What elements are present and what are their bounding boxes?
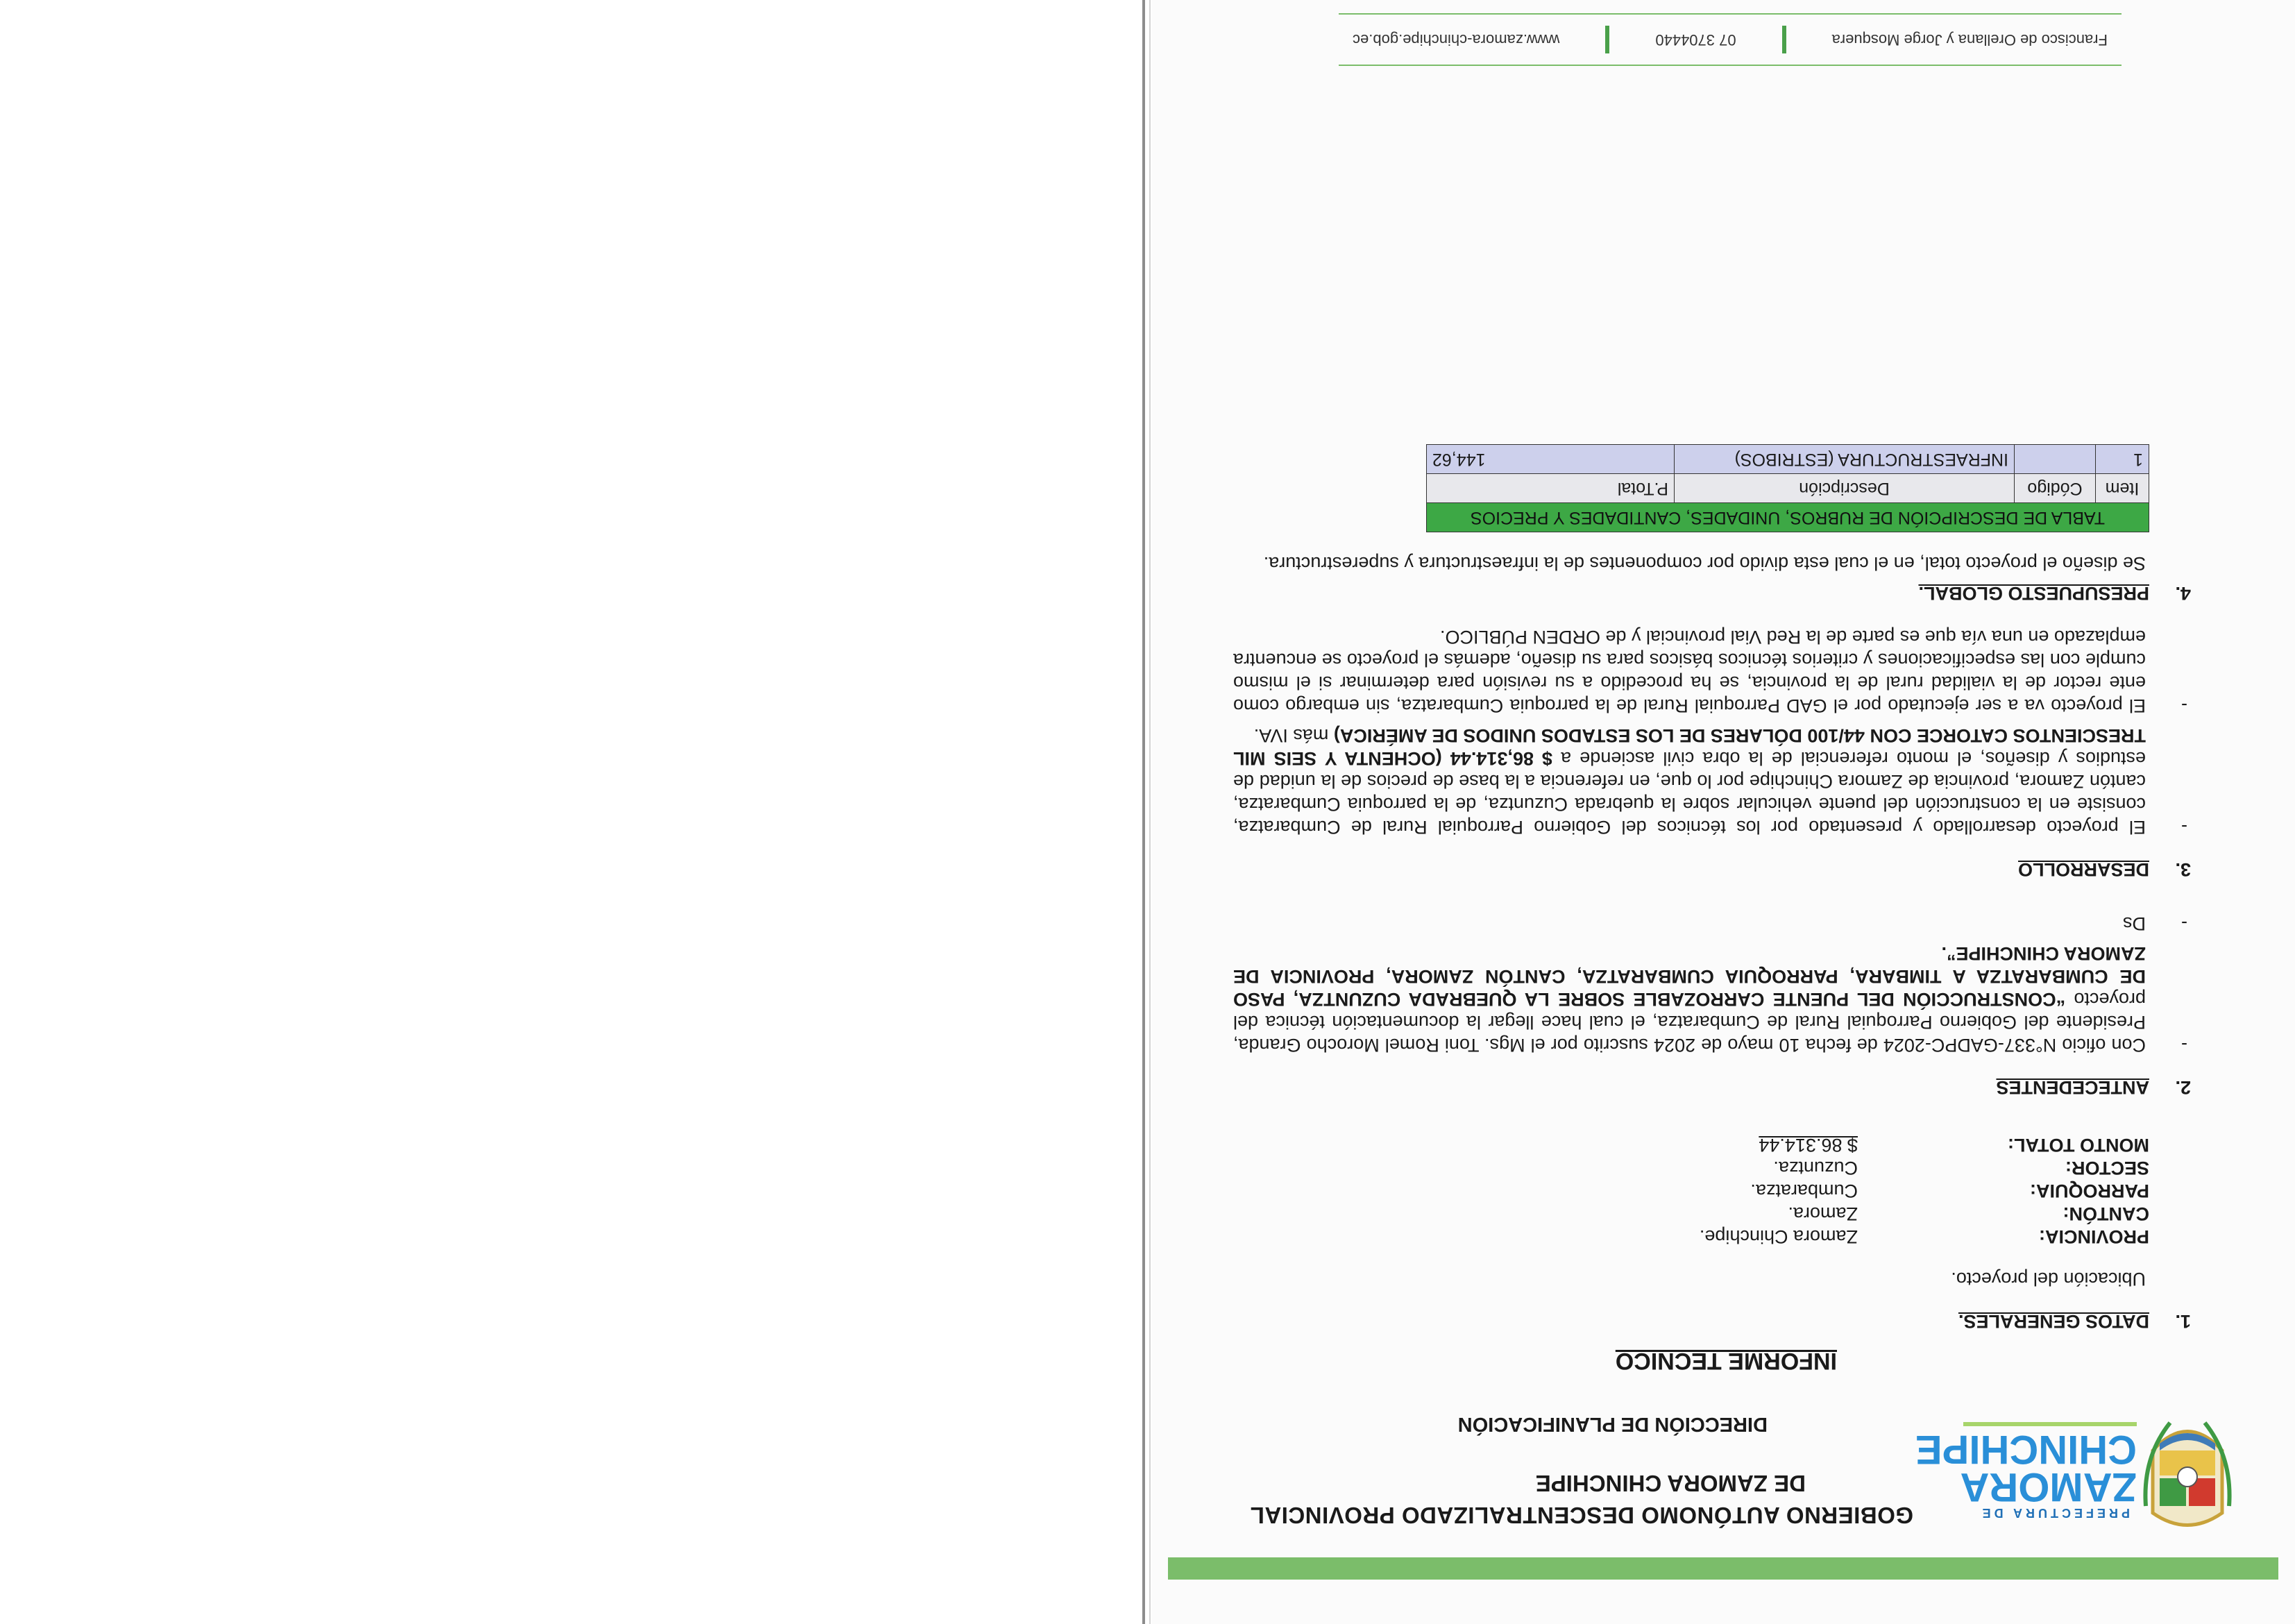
section-2-heading: [1233, 1076, 2191, 1099]
section-number: 1.: [2175, 1311, 2191, 1332]
paragraph-text: Ds: [2123, 913, 2146, 934]
footer-rule-bottom: [1339, 13, 2122, 15]
paragraph-text: El proyecto desarrollado y presentado por los técnicos del Gobierno Parroquial Rural de Cumbaratza, consiste en la construcción del puente vehicular sobre la quebrada Cuzuntza, de la parroquia Cumbaratza, cantón Zamora, provincia de Zamora Chinchipe por lo que, en referencia a la base de precios de la unidad de estudios y diseños, el monto referencial de la obra civil asciende a: [1233, 748, 2146, 838]
page-fold: [1142, 0, 1145, 1624]
paragraph-text: El proyecto va a ser ejecutado por el GAD Parroquial Rural de la parroquia Cumbaratza, sin embargo como ente rector de la vialidad rural de la provincia, se ha procedido a su revisión para determinar si el mismo cumple con las especificaciones y criterios técnicos básicos para su diseño, además el proyecto se encuentra emplazado en una vía que es parte de la Red Vial provincial y de ORDEN PÚBLICO.: [1233, 627, 2146, 716]
budget-table: [1426, 444, 2149, 532]
location-key: SECTOR:: [2065, 1158, 2149, 1178]
location-value: Zamora Chinchipe.: [1699, 1226, 1858, 1247]
footer-website: www.zamora-chinchipe.gob.ec: [1353, 31, 1560, 49]
location-value: Cumbaratza.: [1750, 1181, 1858, 1201]
section-number: 4.: [2175, 583, 2191, 604]
document-body: [1233, 444, 2191, 1333]
section-title: DATOS GENERALES.: [1958, 1311, 2149, 1332]
antecedentes-paragraph: [1233, 942, 2191, 1056]
org-name-line1: GOBIERNO AUTÓNOMO DESCENTRALIZADO PROVINCIAL: [1250, 1503, 1913, 1528]
table-caption: TABLA DE DESCRIPCIÓN DE RUBROS, UNIDADES, CANTIDADES Y PRECIOS: [1427, 503, 2149, 532]
table-row: [1427, 445, 2149, 474]
location-value: $ 86.314.44: [1759, 1135, 1858, 1156]
section-title: ANTECEDENTES: [1996, 1077, 2149, 1098]
section-number: 2.: [2175, 1077, 2191, 1098]
section-3-heading: [1233, 858, 2191, 881]
location-value: Zamora.: [1788, 1203, 1858, 1224]
document-page: [1152, 0, 2295, 1624]
table-cell: INFRAESTRUCTURA (ESTRIBOS): [1675, 445, 2015, 474]
logo-underline: [1963, 1422, 2137, 1426]
location-value: Cuzuntza.: [1773, 1158, 1858, 1178]
location-key: PROVINCIA:: [2038, 1226, 2149, 1247]
amount-in-words: $ 86,314.44 (OCHENTA Y SEIS MIL TRESCIENTOS CATORCE CON 44/100 DÓLARES DE LOS ESTADOS UNIDOS DE AMÉRICA): [1233, 725, 2146, 769]
footer-line: [1339, 13, 2122, 66]
budget-paragraph: Se diseño el proyecto total, en el cual esta divido por componentes de la infraestructura y superestructura.: [1263, 553, 2146, 574]
paragraph-text: Con oficio N°337-GADPC-2024 de fecha 10 mayo de 2024 suscrito por el Mgs. Toni Romel Morocho Granda, Presidente del Gobierno Parroquial Rural de Cumbaratza, el cual hace llegar la documentación técnica del proyecto: [1233, 989, 2146, 1056]
section-title: PRESUPUESTO GLOBAL.: [1918, 583, 2149, 604]
footer-separator: [1782, 26, 1786, 53]
footer-rule-top: [1339, 65, 2122, 66]
footer-separator: [1605, 26, 1609, 53]
antecedentes-paragraph-2: [1233, 912, 2191, 935]
paragraph-text: más IVA.: [1253, 725, 1334, 746]
table-header-cell: Código: [2015, 474, 2096, 503]
section-number: 3.: [2175, 859, 2191, 880]
document-title: INFORME TECNICO: [1615, 1348, 1837, 1374]
section-1-heading: [1233, 1310, 2191, 1333]
provincial-emblem-icon: [2142, 1410, 2233, 1534]
footer-phone: 07 3704440: [1655, 31, 1736, 49]
table-cell: 144,62: [1427, 445, 1675, 474]
logo-line-chinchipe: CHINCHIPE: [1915, 1427, 2137, 1472]
table-header-row: [1427, 474, 2149, 503]
section-4-heading: [1233, 582, 2191, 604]
table-cell: 1: [2096, 445, 2149, 474]
page-footer: [1339, 13, 2122, 66]
location-list: [1233, 1133, 2191, 1248]
location-key: PARROQUIA:: [2030, 1181, 2149, 1201]
table-header-cell: P.Total: [1427, 474, 1675, 503]
prefectura-logo: [1915, 1422, 2137, 1520]
department-name: DIRECCIÓN DE PLANIFICACIÓN: [1457, 1413, 1768, 1435]
section-title: DESARROLLO: [2018, 859, 2149, 880]
header-green-bar: [1168, 1557, 2278, 1580]
page-fold-shadow: [1149, 0, 1151, 1624]
table-header-cell: Item: [2096, 474, 2149, 503]
desarrollo-paragraph-2: [1233, 625, 2191, 717]
location-intro: Ubicación del proyecto.: [1951, 1269, 2146, 1289]
location-key: CANTÓN:: [2063, 1203, 2149, 1224]
logo-line-zamora: ZAMORA: [1960, 1464, 2137, 1509]
footer-address: Francisco de Orellana y Jorge Mosquera: [1831, 31, 2108, 49]
table-cell: [2015, 445, 2096, 474]
document-header: [1250, 1412, 1913, 1528]
logo-small-text: PREFECTURA DE: [1979, 1506, 2130, 1520]
blank-left-page: [0, 0, 1144, 1624]
org-name-line2: DE ZAMORA CHINCHIPE: [1535, 1471, 1806, 1496]
desarrollo-paragraph: [1233, 724, 2191, 838]
location-key: MONTO TOTAL:: [2008, 1135, 2149, 1156]
project-name: “CONSTRUCCIÓN DEL PUENTE CARROZABLE SOBRE LA QUEBRADA CUZUNTZA, PASO DE CUMBARATZA A TIMBARA, PARROQUIA CUMBARATZA, CANTÓN ZAMORA, PROVINCIA DE ZAMORA CHINCHIPE”.: [1233, 943, 2146, 1010]
table-header-cell: Descripción: [1675, 474, 2015, 503]
